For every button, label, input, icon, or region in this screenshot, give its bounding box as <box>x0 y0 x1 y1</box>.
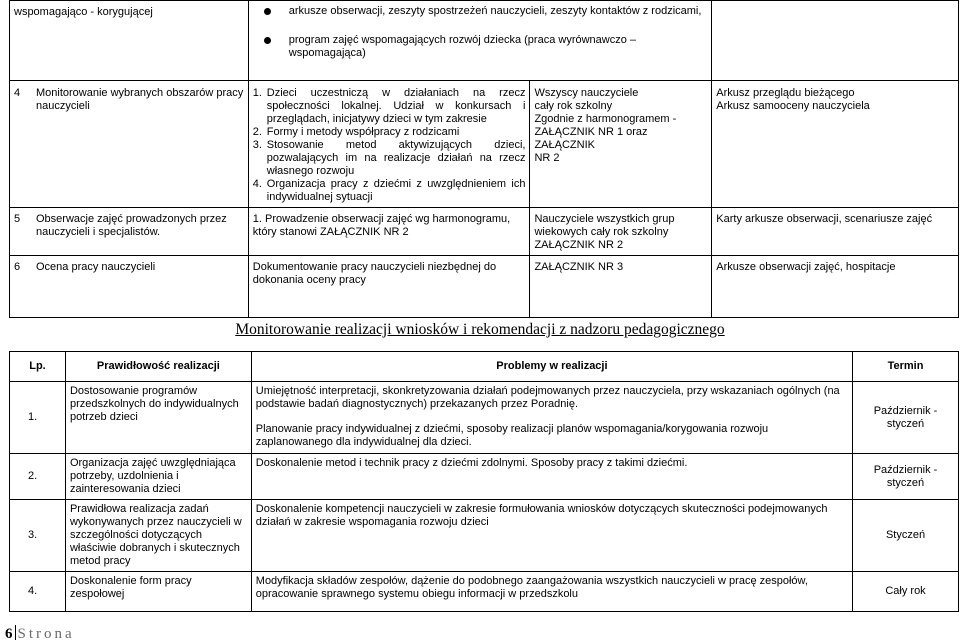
lp-cell: 4. <box>10 572 66 612</box>
prawidlowosc-cell: Doskonalenie form pracy zespołowej <box>65 572 251 612</box>
table-cell <box>712 256 959 318</box>
responsible-text: ZAŁĄCZNIK NR 2 <box>534 239 624 251</box>
problem-text: Doskonalenie metod i technik pracy z dziećmi zdolnymi. Sposoby pracy z takimi dziećmi. <box>255 457 688 469</box>
problemy-cell <box>251 500 852 572</box>
page-word: Strona <box>17 626 75 642</box>
table-header-row <box>10 352 959 382</box>
item-text: Dzieci uczestniczą w działaniach na rzecz społeczności lokalnej. Udział w konkursach i przeglądach, inicjatywy dzieci w tym zakresie <box>266 87 526 125</box>
responsible-text: NR 2 <box>534 152 560 164</box>
table-row <box>10 500 959 572</box>
table-row <box>10 382 959 454</box>
prawidlowosc-cell: Prawidłowa realizacja zadań wykonywanych przez nauczycieli w szczególności dotyczących właściwie dobranych i skutecznych metod pracy <box>65 500 251 572</box>
item-number: 2. <box>252 126 262 138</box>
problemy-cell <box>251 382 852 454</box>
table-cell <box>712 81 959 208</box>
item-text: Stosowanie metod aktywizujących dzieci, pozwalających im na realizacje działań na rzecz własnego rozwoju <box>266 139 526 177</box>
problem-text: Modyfikacja składów zespołów, dążenie do podobnego zaangażowania wszystkich nauczycieli w pracę zespołów, opracowanie sprawnego systemu obiegu informacji w przedszkolu <box>255 575 808 600</box>
activity-text: wspomagająco - korygującej <box>14 6 153 18</box>
table-cell <box>712 1 959 81</box>
termin-cell: Październik - styczeń <box>853 454 959 500</box>
numbered-list <box>253 87 526 204</box>
table-row <box>10 256 959 318</box>
table-row <box>10 454 959 500</box>
problem-text: Doskonalenie kompetencji nauczycieli w zakresie formułowania wniosków dotyczących skuteczności podejmowanych działań w zakresie wspomagania rozwoju dzieci <box>255 503 828 528</box>
list-item <box>253 139 526 178</box>
prawidlowosc-cell: Dostosowanie programów przedszkolnych do indywidualnych potrzeb dzieci <box>65 382 251 454</box>
footer-divider <box>15 625 16 640</box>
table-cell <box>248 81 530 208</box>
monitoring-plan-table <box>9 0 959 318</box>
item-number: 1. <box>252 87 262 99</box>
column-header-problemy: Problemy w realizacji <box>251 352 852 382</box>
area-text: Monitorowanie wybranych obszarów pracy nauczycieli <box>36 87 244 112</box>
bullet-list <box>253 5 708 60</box>
area-text: Ocena pracy nauczycieli <box>36 261 156 273</box>
page-number: 6 <box>5 626 13 642</box>
lp-cell: 1. <box>10 382 66 454</box>
list-item <box>253 178 526 204</box>
item-text: Organizacja pracy z dziećmi z uwzględnieniem ich indywidualnej sytuacji <box>266 178 526 203</box>
column-header-lp: Lp. <box>10 352 66 382</box>
termin-cell: Cały rok <box>853 572 959 612</box>
table-cell <box>530 256 712 318</box>
problem-text: Planowanie pracy indywidualnej z dziećmi, sposoby realizacji planów wspomagania/korygowania rozwoju zaplanowanego dla indywidualnej dla dzieci. <box>255 423 769 448</box>
column-header-prawidlowosc: Prawidłowość realizacji <box>65 352 251 382</box>
bullet-icon <box>264 37 271 44</box>
responsible-text: Wszyscy nauczyciele <box>534 87 639 99</box>
scope-text: 1. Prowadzenie obserwacji zajęć wg harmonogramu, który stanowi ZAŁĄCZNIK NR 2 <box>252 213 511 238</box>
table-cell <box>530 81 712 208</box>
row-number: 6 <box>14 261 21 273</box>
table-row <box>10 572 959 612</box>
row-number: 5 <box>14 213 21 225</box>
heading-text: Monitorowanie realizacji wniosków i rekomendacji z nadzoru pedagogicznego <box>235 321 725 338</box>
row-number: 4 <box>14 87 21 99</box>
problemy-cell <box>251 572 852 612</box>
page-footer <box>5 625 75 643</box>
tools-text: Arkusz samooceny nauczyciela <box>716 100 870 112</box>
table-cell <box>248 1 712 81</box>
tools-text: Arkusze obserwacji zajęć, hospitacje <box>716 261 896 273</box>
item-number: 4. <box>252 178 262 190</box>
item-number: 3. <box>252 139 262 151</box>
responsible-text: Nauczyciele wszystkich grup <box>534 213 675 225</box>
bullet-icon <box>264 8 271 15</box>
item-text: Formy i metody współpracy z rodzicami <box>266 126 460 138</box>
table-cell <box>248 256 530 318</box>
list-item <box>253 87 526 126</box>
table-cell <box>10 208 249 256</box>
table-cell <box>248 208 530 256</box>
termin-cell: Styczeń <box>853 500 959 572</box>
bullet-text: arkusze obserwacji, zeszyty spostrzeżeń nauczycieli, zeszyty kontaktów z rodzicami, <box>288 5 702 17</box>
table-row <box>10 1 959 81</box>
table-row <box>10 208 959 256</box>
table-cell <box>10 256 249 318</box>
responsible-text: ZAŁĄCZNIK NR 1 oraz ZAŁĄCZNIK <box>534 126 648 151</box>
responsible-text: cały rok szkolny <box>534 100 613 112</box>
termin-cell: Październik - styczeń <box>853 382 959 454</box>
table-row <box>10 81 959 208</box>
lp-cell: 2. <box>10 454 66 500</box>
recommendations-table <box>9 351 959 612</box>
responsible-text: wiekowych cały rok szkolny <box>534 226 669 238</box>
scope-text: Dokumentowanie pracy nauczycieli niezbędnej do dokonania oceny pracy <box>252 261 497 286</box>
tools-text: Karty arkusze obserwacji, scenariusze zajęć <box>716 213 933 225</box>
problem-text: Umiejętność interpretacji, skonkretyzowania działań podejmowanych przez nauczyciela, przy wskazaniach ogólnych (na podstawie badań diagnostycznych) przekazanych przez Poradnię. <box>255 385 840 410</box>
list-item <box>253 5 708 18</box>
responsible-text: ZAŁĄCZNIK NR 3 <box>534 261 624 273</box>
responsible-text: Zgodnie z harmonogramem - <box>534 113 677 125</box>
table-cell <box>530 208 712 256</box>
list-item <box>253 126 526 139</box>
list-item <box>253 34 708 60</box>
table-cell <box>10 81 249 208</box>
lp-cell: 3. <box>10 500 66 572</box>
tools-text: Arkusz przeglądu bieżącego <box>716 87 855 99</box>
bullet-text: program zajęć wspomagających rozwój dziecka (praca wyrównawczo – wspomagająca) <box>288 34 637 59</box>
area-text: Obserwacje zajęć prowadzonych przez nauczycieli i specjalistów. <box>36 213 227 238</box>
column-header-termin: Termin <box>853 352 959 382</box>
table-cell <box>712 208 959 256</box>
table-cell <box>10 1 249 81</box>
problemy-cell <box>251 454 852 500</box>
section-heading <box>0 321 960 339</box>
prawidlowosc-cell: Organizacja zajęć uwzględniająca potrzeby, uzdolnienia i zainteresowania dzieci <box>65 454 251 500</box>
